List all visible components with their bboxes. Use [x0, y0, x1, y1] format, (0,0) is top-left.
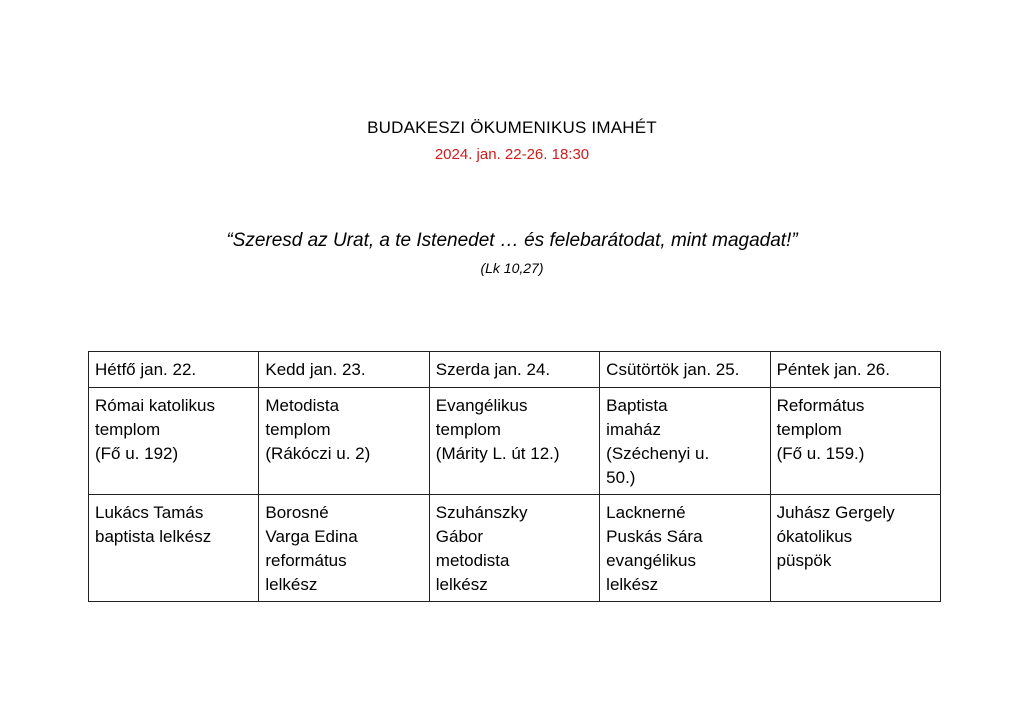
document-title: BUDAKESZI ÖKUMENIKUS IMAHÉT: [367, 118, 657, 137]
day-cell: Kedd jan. 23.: [259, 352, 429, 388]
speaker-cell: [429, 495, 599, 602]
speaker-line: lelkész: [265, 575, 318, 594]
speaker-cell: [89, 495, 259, 602]
schedule-table: [88, 351, 941, 602]
venue-line: Baptista: [606, 396, 668, 415]
table-row-days: [89, 352, 941, 388]
speaker-cell: [770, 495, 940, 602]
table-row-venues: [89, 388, 941, 495]
venue-line: Református: [776, 396, 865, 415]
speaker-line: Borosné: [265, 503, 329, 522]
speaker-line: evangélikus: [606, 551, 696, 570]
speaker-line: Lukács Tamás: [95, 503, 204, 522]
day-cell: Péntek jan. 26.: [770, 352, 940, 388]
speaker-line: lelkész: [606, 575, 659, 594]
venue-line: templom: [265, 420, 331, 439]
speaker-line: lelkész: [435, 575, 488, 594]
venue-line: (Fő u. 192): [95, 444, 179, 463]
bible-reference: (Lk 10,27): [480, 260, 544, 276]
venue-cell: [429, 388, 599, 495]
table-row-speakers: [89, 495, 941, 602]
speaker-line: Juhász Gergely: [776, 503, 895, 522]
bible-quote: “Szeresd az Urat, a te Istenedet … és felebarátodat, mint magadat!”: [226, 230, 798, 251]
speaker-line: püspök: [776, 551, 832, 570]
day-cell: Szerda jan. 24.: [429, 352, 599, 388]
speaker-line: metodista: [435, 551, 510, 570]
venue-line: (Márity L. út 12.): [435, 444, 560, 463]
speaker-line: Lacknerné: [606, 503, 686, 522]
event-date: 2024. jan. 22-26. 18:30: [434, 146, 590, 163]
venue-line: templom: [95, 420, 161, 439]
venue-line: templom: [435, 420, 501, 439]
venue-cell: [259, 388, 429, 495]
day-cell: Csütörtök jan. 25.: [600, 352, 770, 388]
speaker-line: református: [265, 551, 347, 570]
venue-line: 50.): [606, 468, 636, 487]
speaker-line: Gábor: [435, 527, 484, 546]
venue-cell: [770, 388, 940, 495]
venue-line: Római katolikus: [95, 396, 215, 415]
venue-line: templom: [776, 420, 842, 439]
venue-line: (Rákóczi u. 2): [265, 444, 371, 463]
venue-line: (Fő u. 159.): [776, 444, 865, 463]
speaker-line: Puskás Sára: [606, 527, 703, 546]
venue-line: imaház: [606, 420, 661, 439]
venue-cell: [600, 388, 770, 495]
speaker-line: ókatolikus: [776, 527, 853, 546]
day-cell: Hétfő jan. 22.: [89, 352, 259, 388]
venue-line: Metodista: [265, 396, 340, 415]
speaker-line: baptista lelkész: [95, 527, 212, 546]
speaker-cell: [259, 495, 429, 602]
venue-line: Evangélikus: [435, 396, 528, 415]
speaker-cell: [600, 495, 770, 602]
speaker-line: Varga Edina: [265, 527, 358, 546]
venue-cell: [89, 388, 259, 495]
venue-line: (Széchenyi u.: [606, 444, 710, 463]
speaker-line: Szuhánszky: [435, 503, 528, 522]
